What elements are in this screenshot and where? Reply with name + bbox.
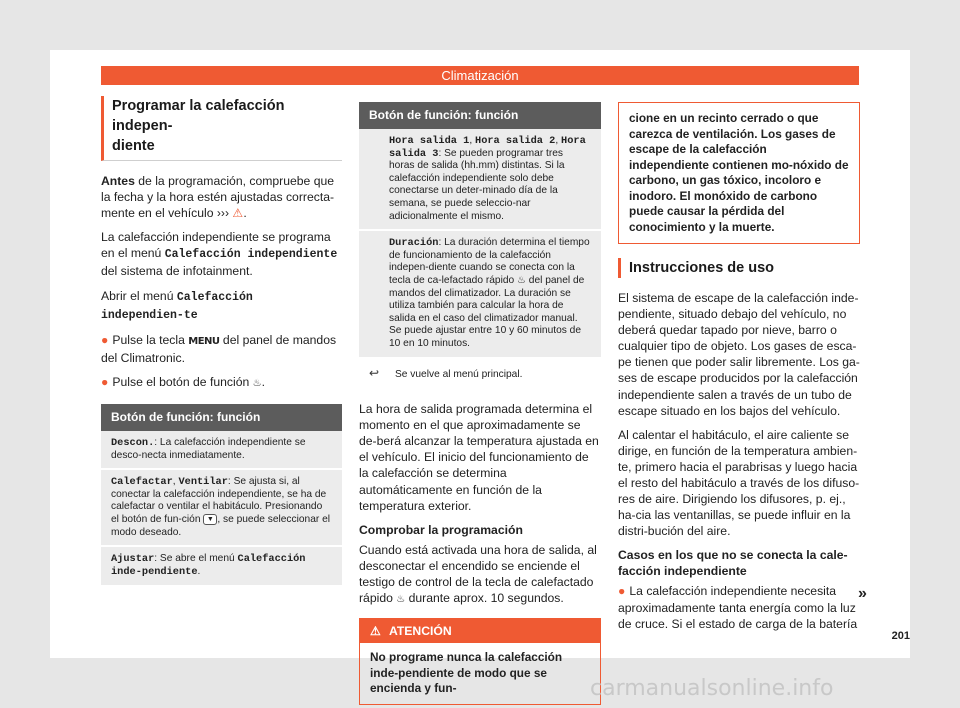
table-header: Botón de función: función xyxy=(359,102,601,129)
warning-header: ⚠ ATENCIÓN xyxy=(360,619,600,643)
heater-function-icon: ♨ xyxy=(252,377,262,389)
quick-heat-icon: ♨ xyxy=(517,274,526,286)
warning-text: No programe nunca la calefacción inde-pendiente de modo que se encienda y fun- xyxy=(370,650,563,696)
section-title-instrucciones: Instrucciones de uso xyxy=(618,258,860,278)
table-row: Ajustar: Se abre el menú Calefacción inde-pendiente. xyxy=(101,547,342,586)
function-table-1 xyxy=(101,404,342,587)
chapter-header: Climatización xyxy=(101,66,859,85)
paragraph-hora-salida: La hora de salida programada determina el momento en el que aproximadamente se de-berá alcanzar la temperatura ajustada en el vehículo. El inicio del funcionamiento de la calefacción se determina automáticamente en función de la temperatura exterior. xyxy=(359,402,599,513)
list-item-menu-key: ● Pulse la tecla MENU del panel de mandos del Climatronic. xyxy=(101,332,337,365)
function-table-2 xyxy=(359,102,601,391)
paragraph-antes: Antes de la programación, compruebe que la fecha y la hora estén ajustadas correcta-mente en el vehículo ››› ⚠. xyxy=(101,174,335,221)
column-1 xyxy=(101,96,342,587)
table-row: Duración: La duración determina el tiempo de funcionamiento de la calefacción indepen-diente cuando se conecta con la tecla de ca-lefactado rápido ♨ del panel de mandos del climatizador. La duración se utiliza también para calcular la hora de salida en el caso del climatizador manual. Se puede ajustar entre 10 y 60 minutos de 10 en 10 minutos. xyxy=(359,231,601,358)
subheading-casos: Casos en los que no se conecta la cale-facción independiente xyxy=(618,548,848,579)
column-2 xyxy=(359,102,601,705)
warning-triangle-icon: ⚠ xyxy=(232,206,244,221)
bullet-icon: ● xyxy=(618,584,626,599)
list-item-function-button: ● Pulse el botón de función ♨. xyxy=(101,374,342,392)
paragraph-menu: La calefacción independiente se programa en el menú Calefacción independiente del sistema de infotainment. xyxy=(101,230,338,279)
menu-key-icon: MENU xyxy=(188,335,220,347)
bullet-icon: ● xyxy=(101,332,109,347)
paragraph-escape: El sistema de escape de la calefacción inde-pendiente, situado debajo del vehículo, no deberá quedar tapado por nieve, barro o cualquier tipo de objeto. Los gases de esca-pe tienen que poder salir libremente. Los ga-ses de escape producidos por la calefacción independiente salen a través de un tubo de escape situado en los bajos del vehículo. xyxy=(618,291,860,418)
chevron-down-icon: ▼ xyxy=(203,514,217,525)
warning-triangle-icon: ⚠ xyxy=(370,624,381,639)
paragraph-comprobar: Cuando está activada una hora de salida, al desconectar el encendido se enciende el testigo de control de la tecla de calefactado rápido ♨ durante aprox. 10 segundos. xyxy=(359,542,601,608)
table-header: Botón de función: función xyxy=(101,404,342,431)
page-number: 201 xyxy=(891,630,910,642)
warning-box-continued: cione en un recinto cerrado o que carezca de ventilación. Los gases de escape de la calefacción independiente contienen mo-nóxido de carbono, un gas tóxico, incoloro e inodoro. El monóxido de carbono puede causar la pérdida del conocimiento y la muerte. xyxy=(618,102,860,244)
watermark: carmanualsonline.info xyxy=(590,676,834,701)
table-row: Calefactar, Ventilar: Se ajusta si, al conectar la calefacción independiente, se ha de calefactar o ventilar el habitáculo. Presionando el botón de fun-ción ▼ , se puede seleccionar el modo deseado. xyxy=(101,470,342,547)
table-row: Descon.: La calefacción independiente se desco-necta inmediatamente. xyxy=(101,431,342,470)
warning-box xyxy=(359,618,601,705)
continue-mark: » xyxy=(858,585,867,602)
table-row: ↩ Se vuelve al menú principal. xyxy=(359,359,601,392)
column-3 xyxy=(618,102,860,640)
table-row: Hora salida 1, Hora salida 2, Hora salida 3: Se pueden programar tres horas de salida (hh.mm) distintas. Si la calefacción independiente solo debe conectarse un deter-minado día de la semana, se puede seleccio-nar adicionalmente el mismo. xyxy=(359,129,601,231)
paragraph-abrir-menu: Abrir el menú Calefacción independien-te xyxy=(101,288,253,322)
back-arrow-icon: ↩ xyxy=(369,365,380,380)
subheading-comprobar: Comprobar la programación xyxy=(359,522,523,537)
paragraph-habitaculo: Al calentar el habitáculo, el aire caliente se dirige, en función de la temperatura ambien-te, primero hacia el parabrisas y luego hacia el resto del habitáculo a través de los difuso-res de aire. Dirigiendo los difusores, p. ej., ha-cia las ventanillas, se puede influir en la distri-bución del aire. xyxy=(618,427,860,539)
quick-heat-icon: ♨ xyxy=(396,594,406,606)
bullet-icon: ● xyxy=(101,374,109,389)
list-item-energia: ● La calefacción independiente necesita aproximadamente tanta energía como la luz de cruce. Si el estado de carga de la batería xyxy=(618,584,858,631)
section-title-programar: Programar la calefacción indepen- diente xyxy=(101,96,342,161)
